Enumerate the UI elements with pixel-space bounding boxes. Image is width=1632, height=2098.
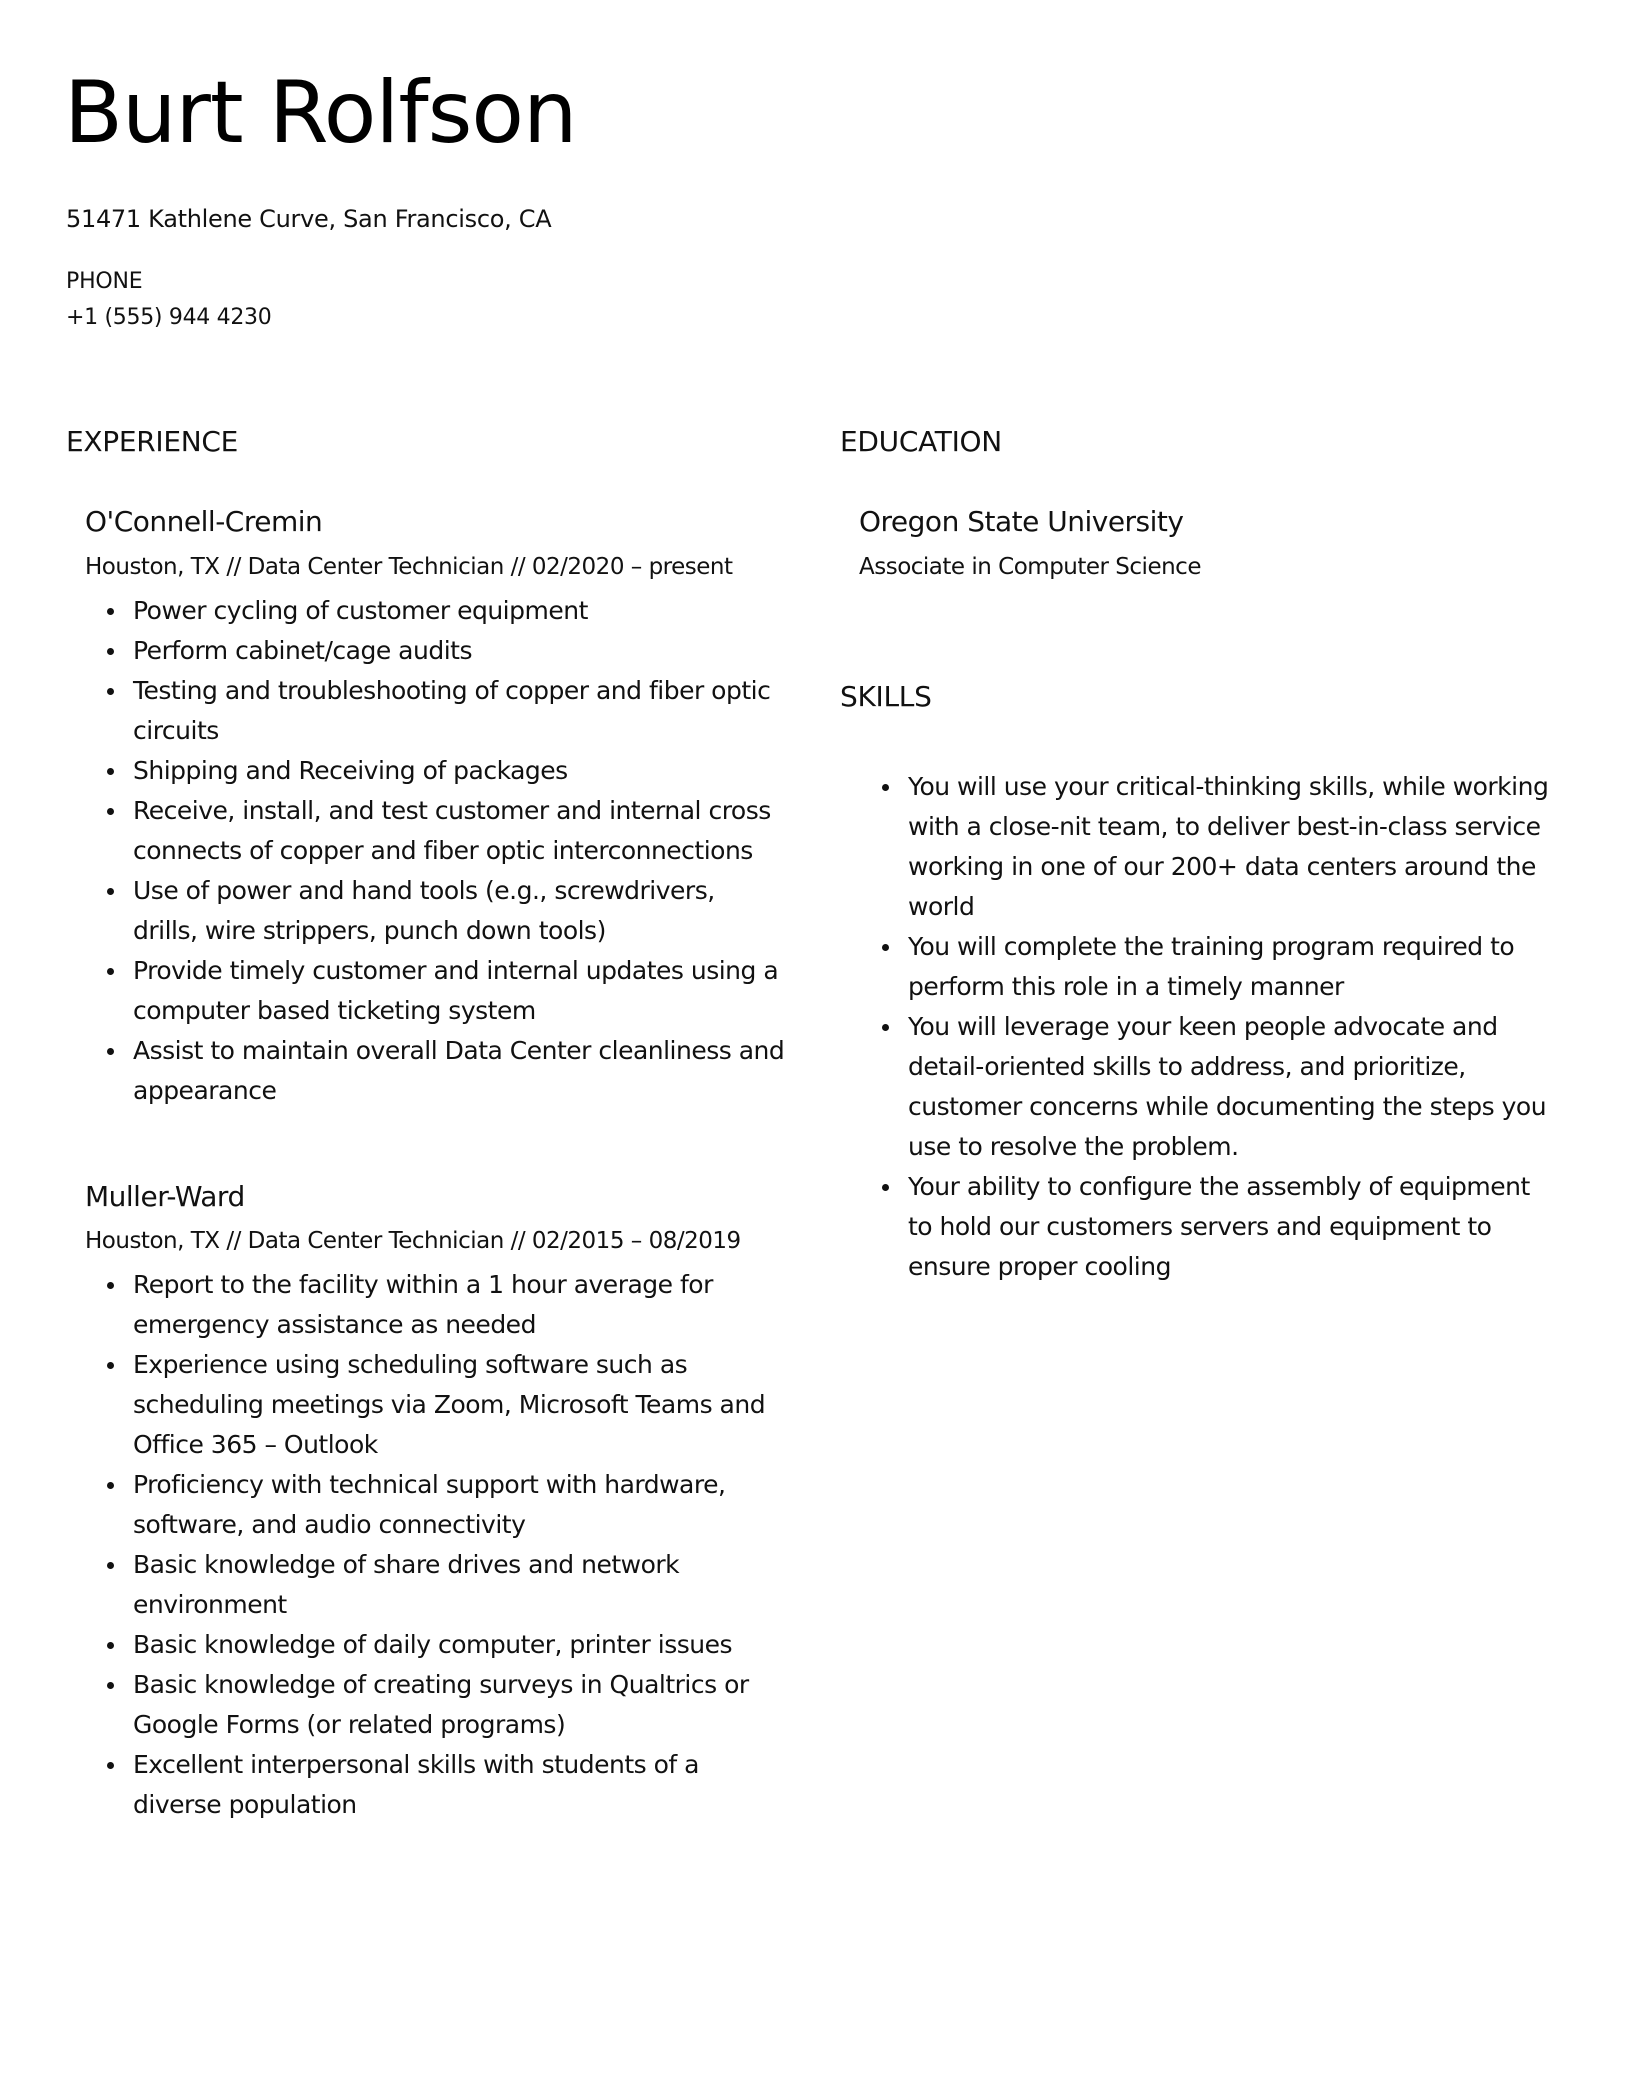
list-item: Assist to maintain overall Data Center cleanliness and appearance (133, 1031, 786, 1111)
list-item: You will leverage your keen people advocate and detail-oriented skills to address, and prioritize, customer concerns while documenting the steps you use to resolve the problem. (908, 1007, 1560, 1167)
experience-section (66, 424, 786, 1825)
job-bullets (85, 1265, 786, 1825)
list-item: Experience using scheduling software such as scheduling meetings via Zoom, Microsoft Teams and Office 365 – Outlook (133, 1345, 786, 1465)
phone-label: PHONE (66, 269, 143, 294)
skills-title: SKILLS (840, 679, 932, 713)
job-entry (85, 1179, 786, 1825)
address: 51471 Kathlene Curve, San Francisco, CA (66, 205, 552, 233)
skills-section (840, 767, 1560, 1287)
skills-bullets (840, 767, 1560, 1287)
job-company: O'Connell-Cremin (85, 505, 323, 539)
job-entry (85, 504, 786, 1110)
list-item: Testing and troubleshooting of copper and fiber optic circuits (133, 671, 786, 751)
education-title: EDUCATION (840, 425, 1002, 458)
list-item: You will complete the training program required to perform this role in a timely manner (908, 927, 1560, 1007)
candidate-name: Burt Rolfson (64, 63, 577, 163)
list-item: Report to the facility within a 1 hour average for emergency assistance as needed (133, 1265, 786, 1345)
list-item: Proficiency with technical support with hardware, software, and audio connectivity (133, 1465, 786, 1545)
list-item: Basic knowledge of creating surveys in Qualtrics or Google Forms (or related programs) (133, 1665, 786, 1745)
list-item: You will use your critical-thinking skills, while working with a close-nit team, to deliver best-in-class service working in one of our 200+ data centers around the world (908, 767, 1560, 927)
list-item: Use of power and hand tools (e.g., screwdrivers, drills, wire strippers, punch down tools) (133, 871, 786, 951)
job-meta: Houston, TX // Data Center Technician // 02/2020 – present (85, 553, 733, 580)
education-degree: Associate in Computer Science (859, 553, 1201, 580)
list-item: Your ability to configure the assembly of equipment to hold our customers servers and equipment to ensure proper cooling (908, 1167, 1560, 1287)
list-item: Excellent interpersonal skills with students of a diverse population (133, 1745, 786, 1825)
list-item: Receive, install, and test customer and internal cross connects of copper and fiber optic interconnections (133, 791, 786, 871)
education-entry (859, 504, 1560, 582)
job-meta: Houston, TX // Data Center Technician // 02/2015 – 08/2019 (85, 1228, 741, 1255)
list-item: Basic knowledge of daily computer, printer issues (133, 1625, 786, 1665)
right-column (840, 424, 1560, 1287)
list-item: Perform cabinet/cage audits (133, 631, 786, 671)
list-item: Provide timely customer and internal updates using a computer based ticketing system (133, 951, 786, 1031)
list-item: Power cycling of customer equipment (133, 591, 786, 631)
job-company: Muller-Ward (85, 1179, 245, 1213)
phone-value: +1 (555) 944 4230 (66, 305, 272, 330)
list-item: Shipping and Receiving of packages (133, 751, 786, 791)
education-school: Oregon State University (859, 505, 1184, 539)
job-bullets (85, 591, 786, 1111)
experience-title: EXPERIENCE (66, 425, 239, 458)
list-item: Basic knowledge of share drives and network environment (133, 1545, 786, 1625)
